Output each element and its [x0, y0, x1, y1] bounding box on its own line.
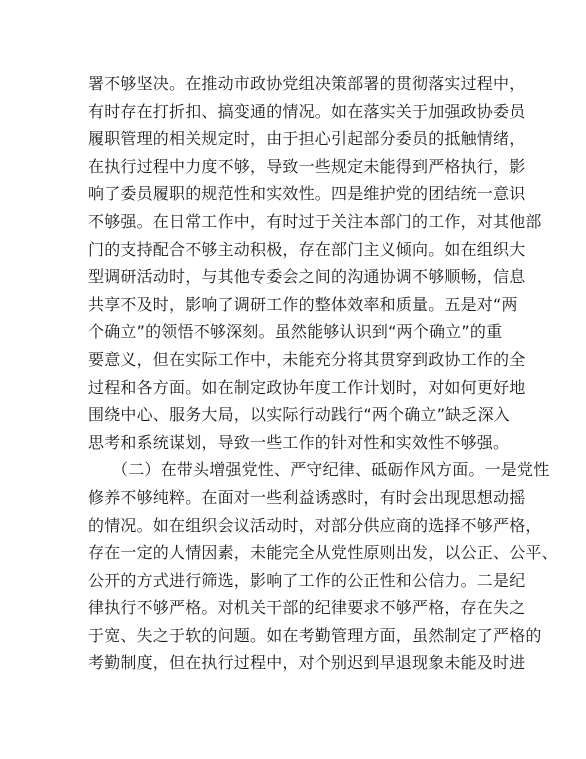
- text-line: 不够强。在日常工作中，有时过于关注本部门的工作，对其他部: [88, 211, 542, 231]
- text-line: 型调研活动时，与其他专委会之间的沟通协调不够顺畅，信息: [88, 267, 526, 287]
- text-line: 律执行不够严格。对机关干部的纪律要求不够严格，存在失之: [88, 598, 526, 618]
- text-line: 思考和系统谋划，导致一些工作的针对性和实效性不够强。: [88, 432, 510, 452]
- text-line: 响了委员履职的规范性和实效性。四是维护党的团结统一意识: [88, 184, 526, 204]
- text-line: 存在一定的人情因素，未能完全从党性原则出发，以公正、公平、: [88, 543, 558, 563]
- text-line: 围绕中心、服务大局，以实际行动践行“两个确立”缺乏深入: [88, 405, 510, 425]
- text-line: 个确立”的领悟不够深刻。虽然能够认识到“两个确立”的重: [88, 322, 503, 342]
- text-line: 修养不够纯粹。在面对一些利益诱惑时，有时会出现思想动摇: [88, 487, 526, 507]
- text-line: 署不够坚决。在推动市政协党组决策部署的贯彻落实过程中，: [88, 74, 526, 93]
- text-line: 要意义，但在实际工作中，未能充分将其贯穿到政协工作的全: [88, 349, 526, 369]
- text-line: 的情况。如在组织会议活动时，对部分供应商的选择不够严格，: [88, 515, 542, 535]
- text-line: 门的支持配合不够主动积极，存在部门主义倾向。如在组织大: [88, 239, 526, 259]
- text-line: 共享不及时，影响了调研工作的整体效率和质量。五是对“两: [88, 294, 518, 314]
- text-line: 在执行过程中力度不够，导致一些规定未能得到严格执行，影: [88, 156, 526, 176]
- body-text: [88, 70, 558, 677]
- text-line: 考勤制度，但在执行过程中，对个别迟到早退现象未能及时进: [88, 653, 526, 673]
- text-line: 过程和各方面。如在制定政协年度工作计划时，对如何更好地: [88, 377, 526, 397]
- section-heading-line: （二）在带头增强党性、严守纪律、砥砺作风方面。一是党性: [112, 460, 550, 480]
- text-line: 有时存在打折扣、搞变通的情况。如在落实关于加强政协委员: [88, 101, 526, 121]
- text-line: 公开的方式进行筛选，影响了工作的公正性和公信力。二是纪: [88, 570, 526, 590]
- text-line: 履职管理的相关规定时，由于担心引起部分委员的抵触情绪，: [88, 129, 526, 149]
- text-line: 于宽、失之于软的问题。如在考勤管理方面，虽然制定了严格的: [88, 625, 542, 645]
